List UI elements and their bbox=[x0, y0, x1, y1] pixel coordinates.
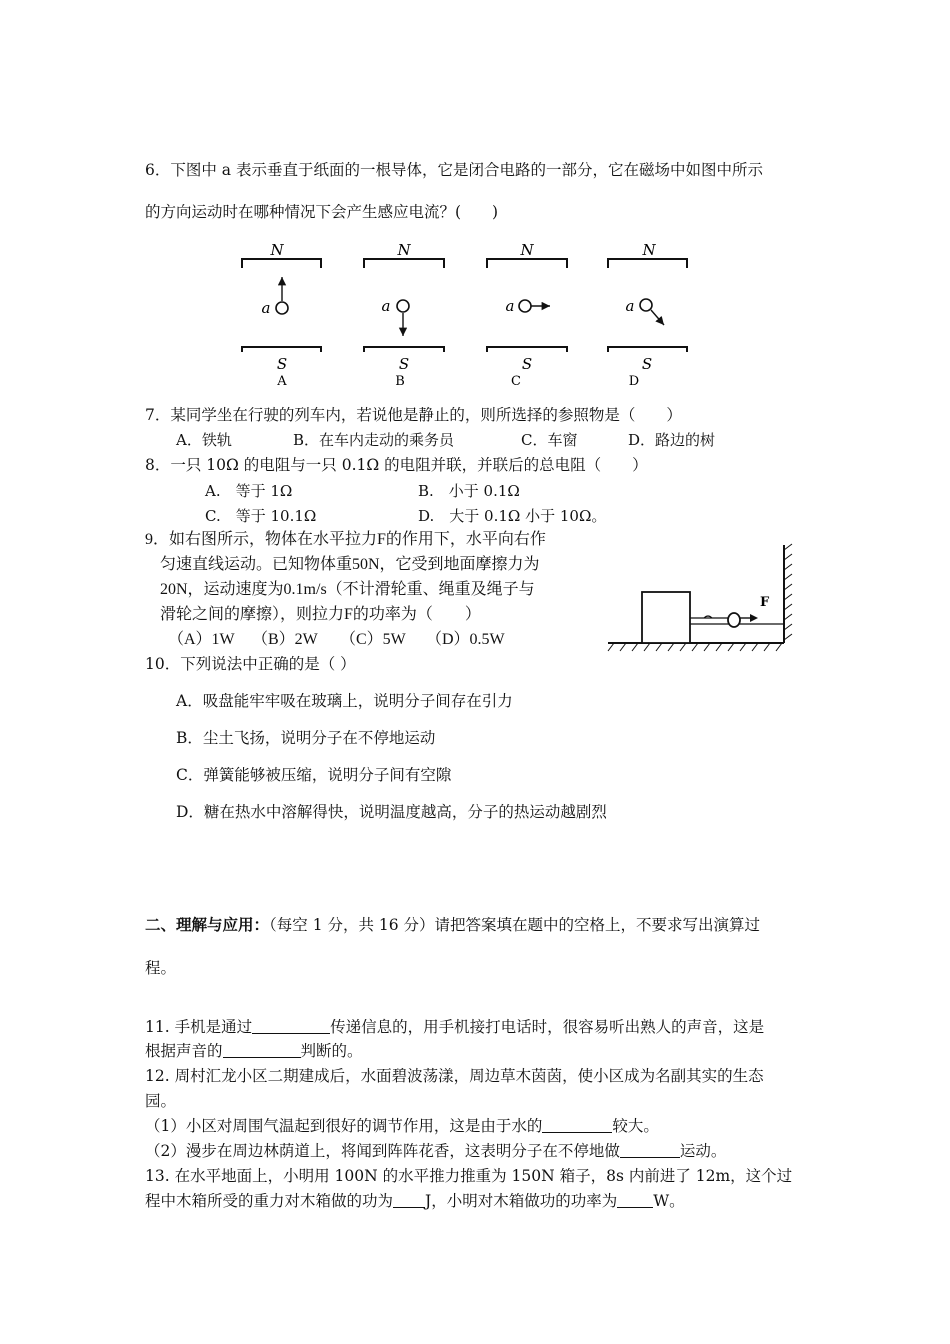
south-label: S bbox=[276, 355, 288, 373]
q12-part2-text: （2）漫步在周边林荫道上，将闻到阵阵花香，这表明分子在不停地做 bbox=[145, 1142, 620, 1160]
section2-header bbox=[145, 915, 760, 935]
conductor-circle bbox=[519, 300, 531, 312]
q9-option-a: （A）1W bbox=[168, 631, 235, 648]
section2-desc2: 程。 bbox=[145, 959, 177, 977]
q12-part2-end: 运动。 bbox=[679, 1142, 727, 1160]
q12-line2: 园。 bbox=[145, 1092, 177, 1110]
north-label: N bbox=[642, 241, 656, 259]
q10-option-a: A．吸盘能牢牢吸在玻璃上，说明分子间存在引力 bbox=[176, 692, 513, 710]
q10-option-d: D．糖在热水中溶解得快，说明温度越高，分子的热运动越剧烈 bbox=[176, 803, 607, 821]
q12-part1-end: 较大。 bbox=[612, 1117, 659, 1135]
conductor-label: a bbox=[261, 299, 271, 317]
q12-blank-2[interactable] bbox=[620, 1141, 680, 1158]
conductor-circle bbox=[397, 300, 409, 312]
q11-text-1: 11. 手机是通过 bbox=[145, 1018, 253, 1036]
q6-magnet-diagrams bbox=[230, 235, 700, 395]
conductor-label: a bbox=[625, 297, 635, 315]
q8-stem: 8．一只 10Ω 的电阻与一只 0.1Ω 的电阻并联，并联后的总电阻（ ） bbox=[145, 456, 648, 474]
diagram-c bbox=[487, 241, 567, 389]
q11-text-2: 传递信息的，用手机接打电话时，很容易听出熟人的声音，这是 bbox=[330, 1018, 765, 1036]
q12-part2 bbox=[145, 1141, 726, 1161]
q7-option-a: A．铁轨 bbox=[176, 431, 232, 449]
q11-blank-2[interactable] bbox=[223, 1041, 301, 1058]
q11-text-3: 根据声音的 bbox=[145, 1042, 223, 1060]
north-label: N bbox=[520, 241, 534, 259]
section2-desc: （每空 1 分，共 16 分）请把答案填在题中的空格上，不要求写出演算过 bbox=[269, 916, 761, 934]
q9-pulley-figure bbox=[600, 540, 800, 660]
block bbox=[642, 592, 690, 643]
north-label: N bbox=[397, 241, 411, 259]
q8-option-d: D. 大于 0.1Ω 小于 10Ω。 bbox=[418, 507, 607, 525]
conductor-circle bbox=[640, 299, 652, 311]
q6-stem-line2: 的方向运动时在哪种情况下会产生感应电流？( ) bbox=[145, 203, 499, 221]
q9-line3: 20N，运动速度为0.1m/s（不计滑轮重、绳重及绳子与 bbox=[160, 581, 535, 598]
q11-blank-1[interactable] bbox=[252, 1017, 330, 1034]
q13-line1: 13. 在水平地面上，小明用 100N 的水平推力推重为 150N 箱子，8s 内前进了 12m，这个过 bbox=[145, 1167, 793, 1185]
q12-part1-text: （1）小区对周围气温起到很好的调节作用，这是由于水的 bbox=[145, 1117, 543, 1135]
q7-option-b: B．在车内走动的乘务员 bbox=[293, 431, 455, 449]
force-label: F bbox=[760, 595, 770, 610]
option-label: D bbox=[628, 374, 640, 389]
pulley bbox=[728, 613, 740, 627]
south-label: S bbox=[521, 355, 533, 373]
q10-option-b: B．尘土飞扬，说明分子在不停地运动 bbox=[176, 729, 436, 747]
q13-text-1: 程中木箱所受的重力对木箱做的功为 bbox=[145, 1192, 394, 1210]
diagram-b bbox=[364, 241, 444, 389]
q12-part1 bbox=[145, 1116, 659, 1136]
q11-line2 bbox=[145, 1041, 363, 1061]
option-label: C bbox=[511, 374, 521, 389]
diagram-d bbox=[608, 241, 687, 389]
south-label: S bbox=[641, 355, 653, 373]
q13-blank-2[interactable] bbox=[617, 1191, 653, 1208]
north-label: N bbox=[270, 241, 284, 259]
q10-stem: 10．下列说法中正确的是（ ） bbox=[145, 655, 356, 673]
q7-option-c: C．车窗 bbox=[521, 431, 578, 449]
q7-stem: 7．某同学坐在行驶的列车内，若说他是静止的，则所选择的参照物是（ ） bbox=[145, 406, 682, 424]
conductor-label: a bbox=[381, 297, 391, 315]
q12-line1: 12. 周村汇龙小区二期建成后，水面碧波荡漾，周边草木茵茵，使小区成为名副其实的生态 bbox=[145, 1067, 764, 1085]
motion-arrow bbox=[651, 310, 664, 325]
q8-option-c: C. 等于 10.1Ω bbox=[205, 507, 317, 525]
q8-option-a: A. 等于 1Ω bbox=[205, 482, 293, 500]
south-label: S bbox=[398, 355, 410, 373]
option-label: B bbox=[395, 374, 405, 389]
conductor-circle bbox=[276, 302, 288, 314]
q11-line1 bbox=[145, 1017, 764, 1037]
q13-text-2: J，小明对木箱做功的功率为 bbox=[425, 1192, 618, 1210]
q11-text-4: 判断的。 bbox=[300, 1042, 363, 1060]
q10-option-c: C．弹簧能够被压缩，说明分子间有空隙 bbox=[176, 766, 452, 784]
q6-stem-line1: 6．下图中 a 表示垂直于纸面的一根导体，它是闭合电路的一部分，它在磁场中如图中所示 bbox=[145, 161, 763, 179]
q9-option-b: （B）2W bbox=[252, 631, 318, 648]
conductor-label: a bbox=[505, 297, 515, 315]
q12-blank-1[interactable] bbox=[542, 1116, 612, 1133]
q7-option-d: D．路边的树 bbox=[628, 431, 716, 449]
q13-blank-1[interactable] bbox=[393, 1191, 425, 1208]
q13-line2 bbox=[145, 1191, 685, 1211]
diagram-a bbox=[242, 241, 321, 389]
option-label: A bbox=[277, 374, 287, 389]
q9-line1: 9．如右图所示，物体在水平拉力F的作用下，水平向右作 bbox=[145, 531, 546, 548]
q8-option-b: B. 小于 0.1Ω bbox=[418, 482, 520, 500]
q9-line2: 匀速直线运动。已知物体重50N，它受到地面摩擦力为 bbox=[160, 556, 540, 573]
q9-line4: 滑轮之间的摩擦），则拉力F的功率为（ ） bbox=[160, 606, 481, 623]
section2-title: 二、理解与应用： bbox=[145, 915, 270, 934]
q9-option-c: （C）5W bbox=[340, 631, 406, 648]
q13-text-3: W。 bbox=[653, 1192, 685, 1210]
q9-option-d: （D）0.5W bbox=[426, 631, 505, 648]
